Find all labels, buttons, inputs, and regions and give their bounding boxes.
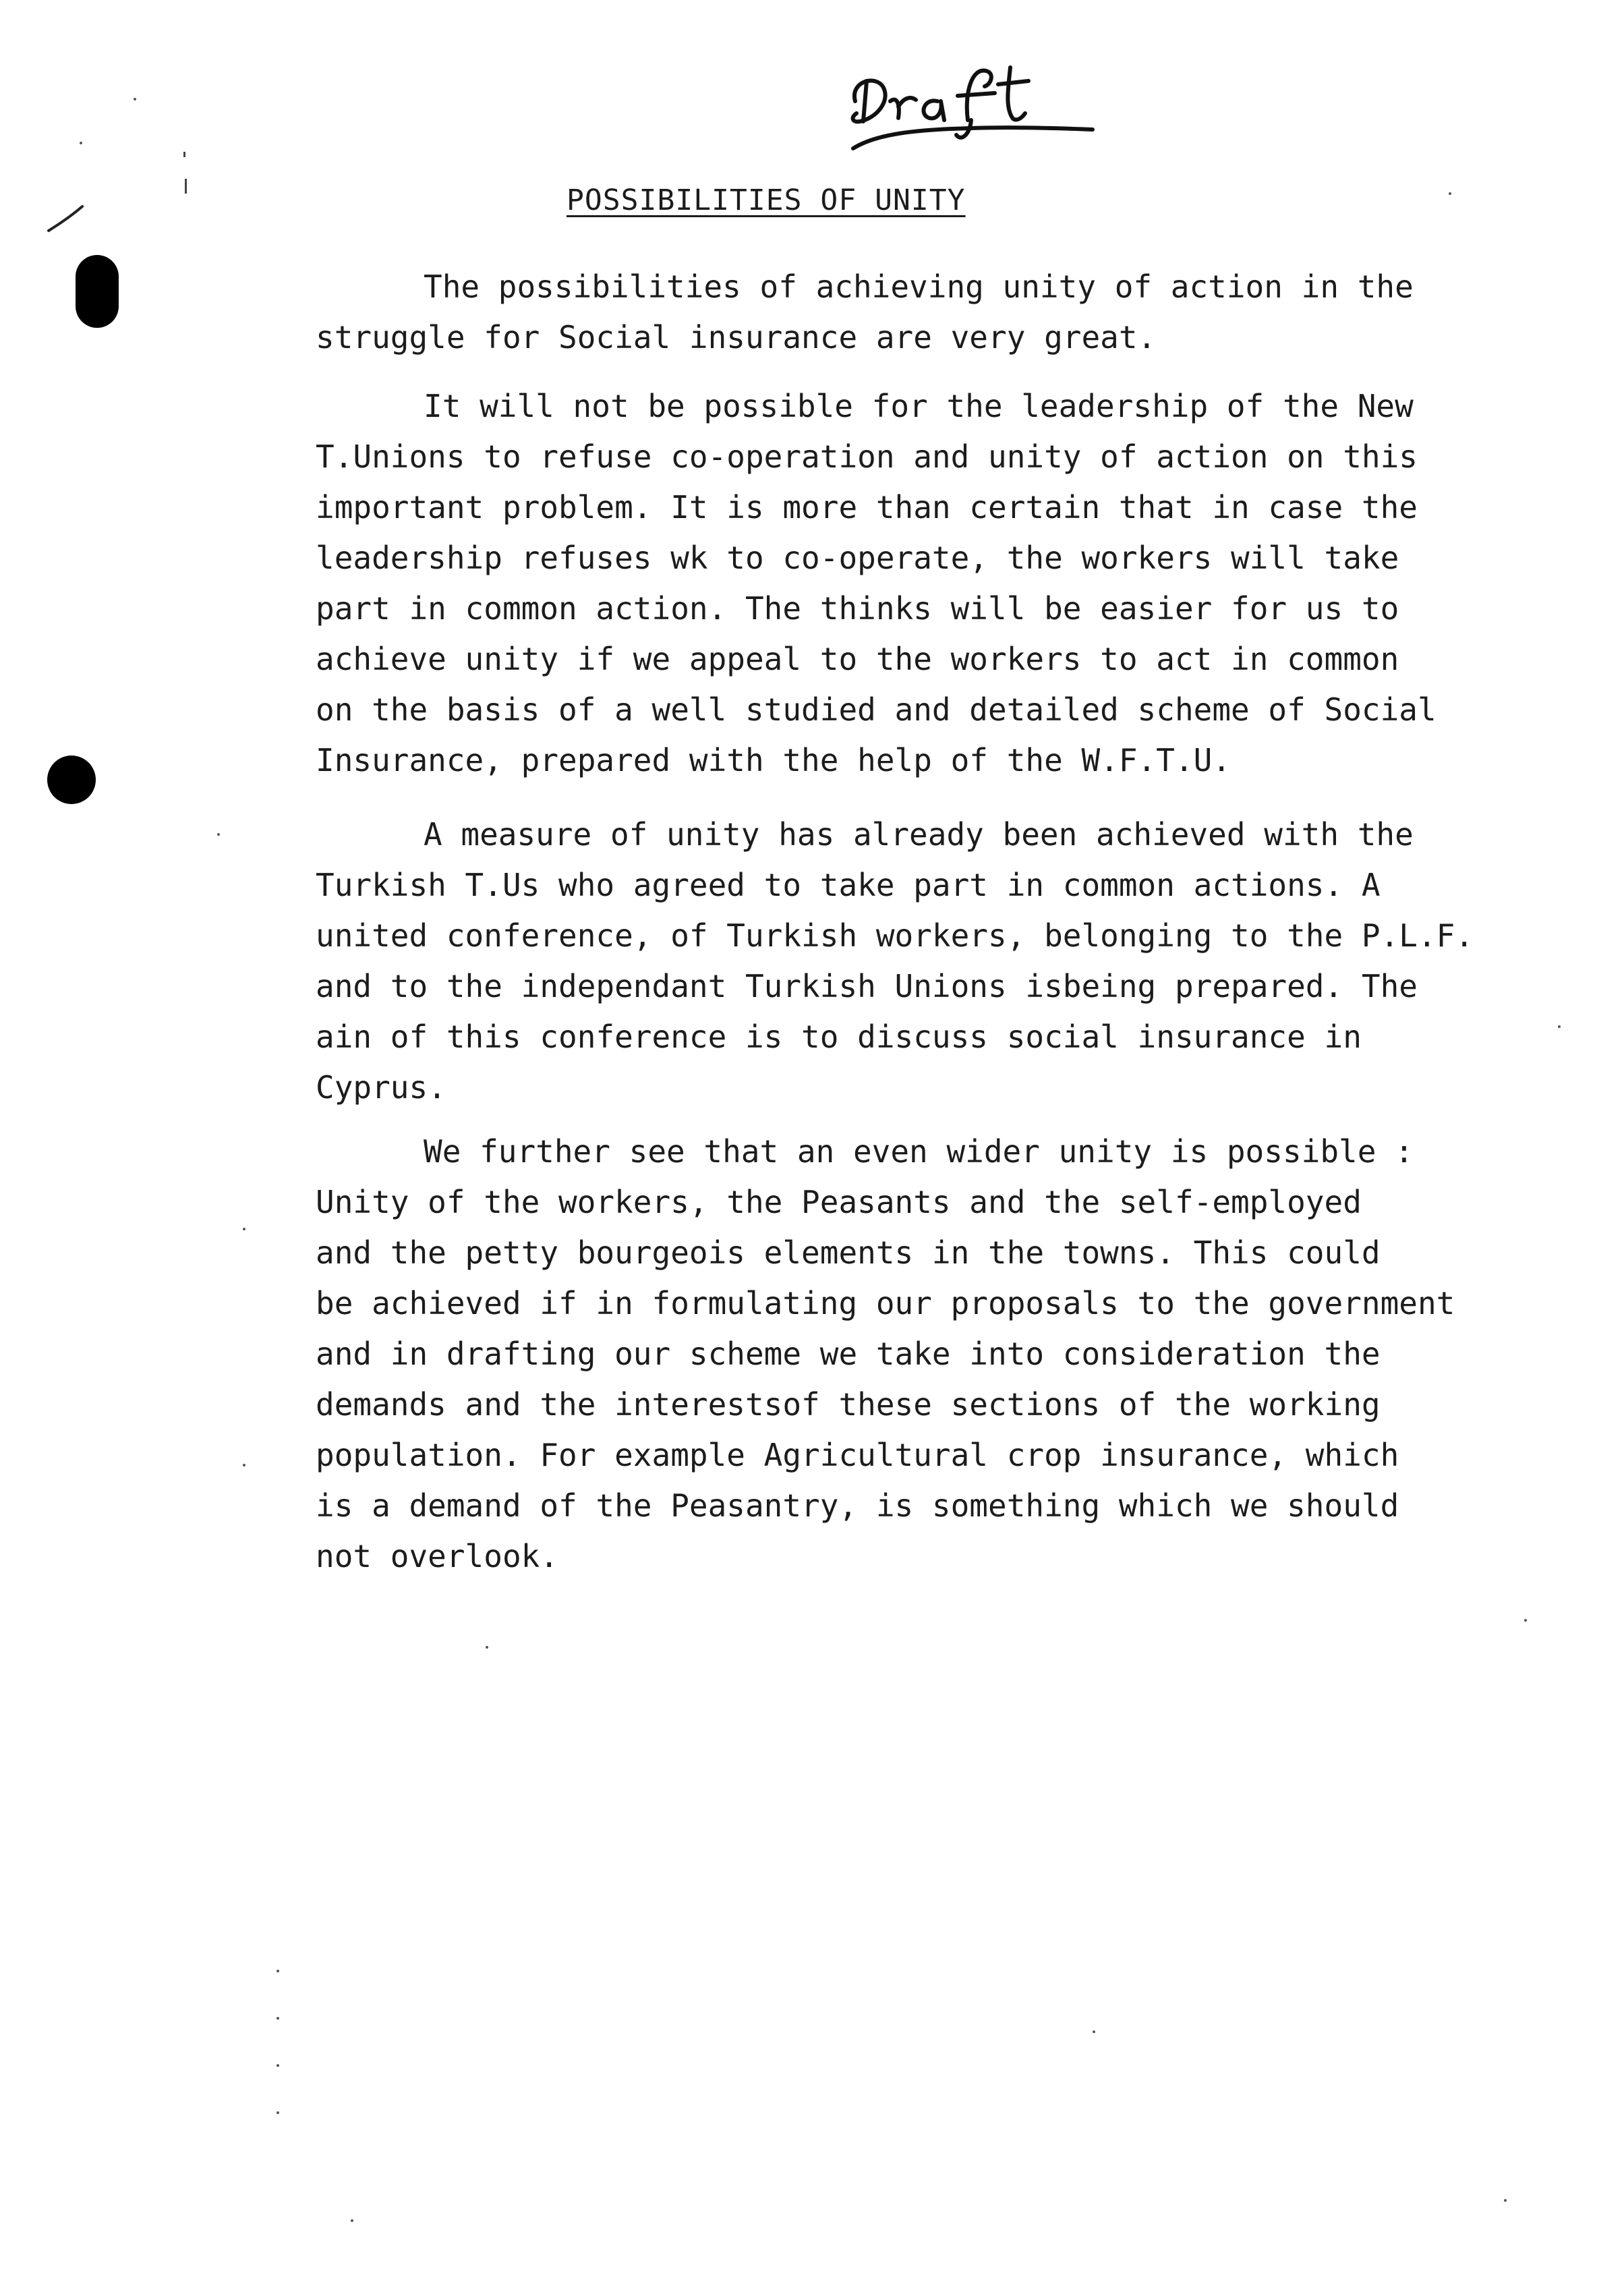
speck (1093, 2030, 1095, 2033)
speck (80, 142, 82, 144)
page-title: POSSIBILITIES OF UNITY (567, 183, 966, 217)
text-line: The possibilities of achieving unity of action in the (424, 268, 1414, 305)
speck (243, 1228, 245, 1230)
text-line: Insurance, prepared with the help of the W.F.T.U. (316, 742, 1231, 778)
text-line: important problem. It is more than certain that in case the (316, 489, 1418, 525)
text-line: Turkish T.Us who agreed to take part in common actions. A (316, 867, 1381, 903)
margin-tick (185, 179, 187, 194)
text-line: We further see that an even wider unity is possible : (424, 1133, 1414, 1170)
punch-hole (76, 255, 119, 328)
text-line: be achieved if in formulating our proposals to the government (316, 1285, 1455, 1321)
speck (277, 2111, 279, 2114)
speck (277, 2017, 279, 2020)
speck (134, 98, 136, 101)
speck (1558, 1025, 1561, 1028)
text-line: united conference, of Turkish workers, belonging to the P.L.F. (316, 917, 1474, 954)
text-line: A measure of unity has already been achieved with the (424, 816, 1414, 853)
text-line: It will not be possible for the leadership of the New (424, 388, 1414, 424)
text-line: Unity of the workers, the Peasants and the self-employed (316, 1184, 1362, 1220)
speck (277, 2064, 279, 2067)
speck (217, 833, 220, 836)
speck (1524, 1619, 1527, 1622)
text-line: ain of this conference is to discuss social insurance in (316, 1019, 1362, 1055)
speck (277, 1970, 279, 1972)
speck (486, 1646, 488, 1649)
text-line: is a demand of the Peasantry, is something which we should (316, 1487, 1399, 1524)
speck (243, 1464, 245, 1467)
text-line: not overlook. (316, 1538, 559, 1574)
punch-hole (47, 756, 96, 804)
handwritten-draft-annotation (836, 54, 1106, 162)
text-line: and in drafting our scheme we take into consideration the (316, 1336, 1381, 1372)
speck (1504, 2199, 1507, 2202)
paragraph-4 (316, 1127, 1584, 1582)
paragraph-3 (316, 809, 1584, 1113)
text-line: struggle for Social insurance are very great. (316, 319, 1157, 355)
text-line: and the petty bourgeois elements in the towns. This could (316, 1234, 1381, 1271)
speck (1449, 192, 1451, 195)
text-line: population. For example Agricultural crop insurance, which (316, 1437, 1399, 1473)
margin-mark-icon (46, 201, 86, 235)
text-line: T.Unions to refuse co-operation and unity of action on this (316, 438, 1418, 475)
paragraph-2 (316, 381, 1584, 786)
text-line: on the basis of a well studied and detailed scheme of Social (316, 691, 1437, 728)
text-line: Cyprus. (316, 1069, 446, 1106)
text-line: and to the independant Turkish Unions isbeing prepared. The (316, 968, 1418, 1004)
speck (351, 2219, 353, 2222)
margin-tick (183, 152, 185, 157)
paragraph-1 (316, 262, 1584, 363)
text-line: demands and the interestsof these sections of the working (316, 1386, 1381, 1423)
text-line: part in common action. The thinks will be easier for us to (316, 590, 1399, 627)
text-line: achieve unity if we appeal to the workers to act in common (316, 641, 1399, 677)
text-line: leadership refuses wk to co-operate, the workers will take (316, 540, 1399, 576)
